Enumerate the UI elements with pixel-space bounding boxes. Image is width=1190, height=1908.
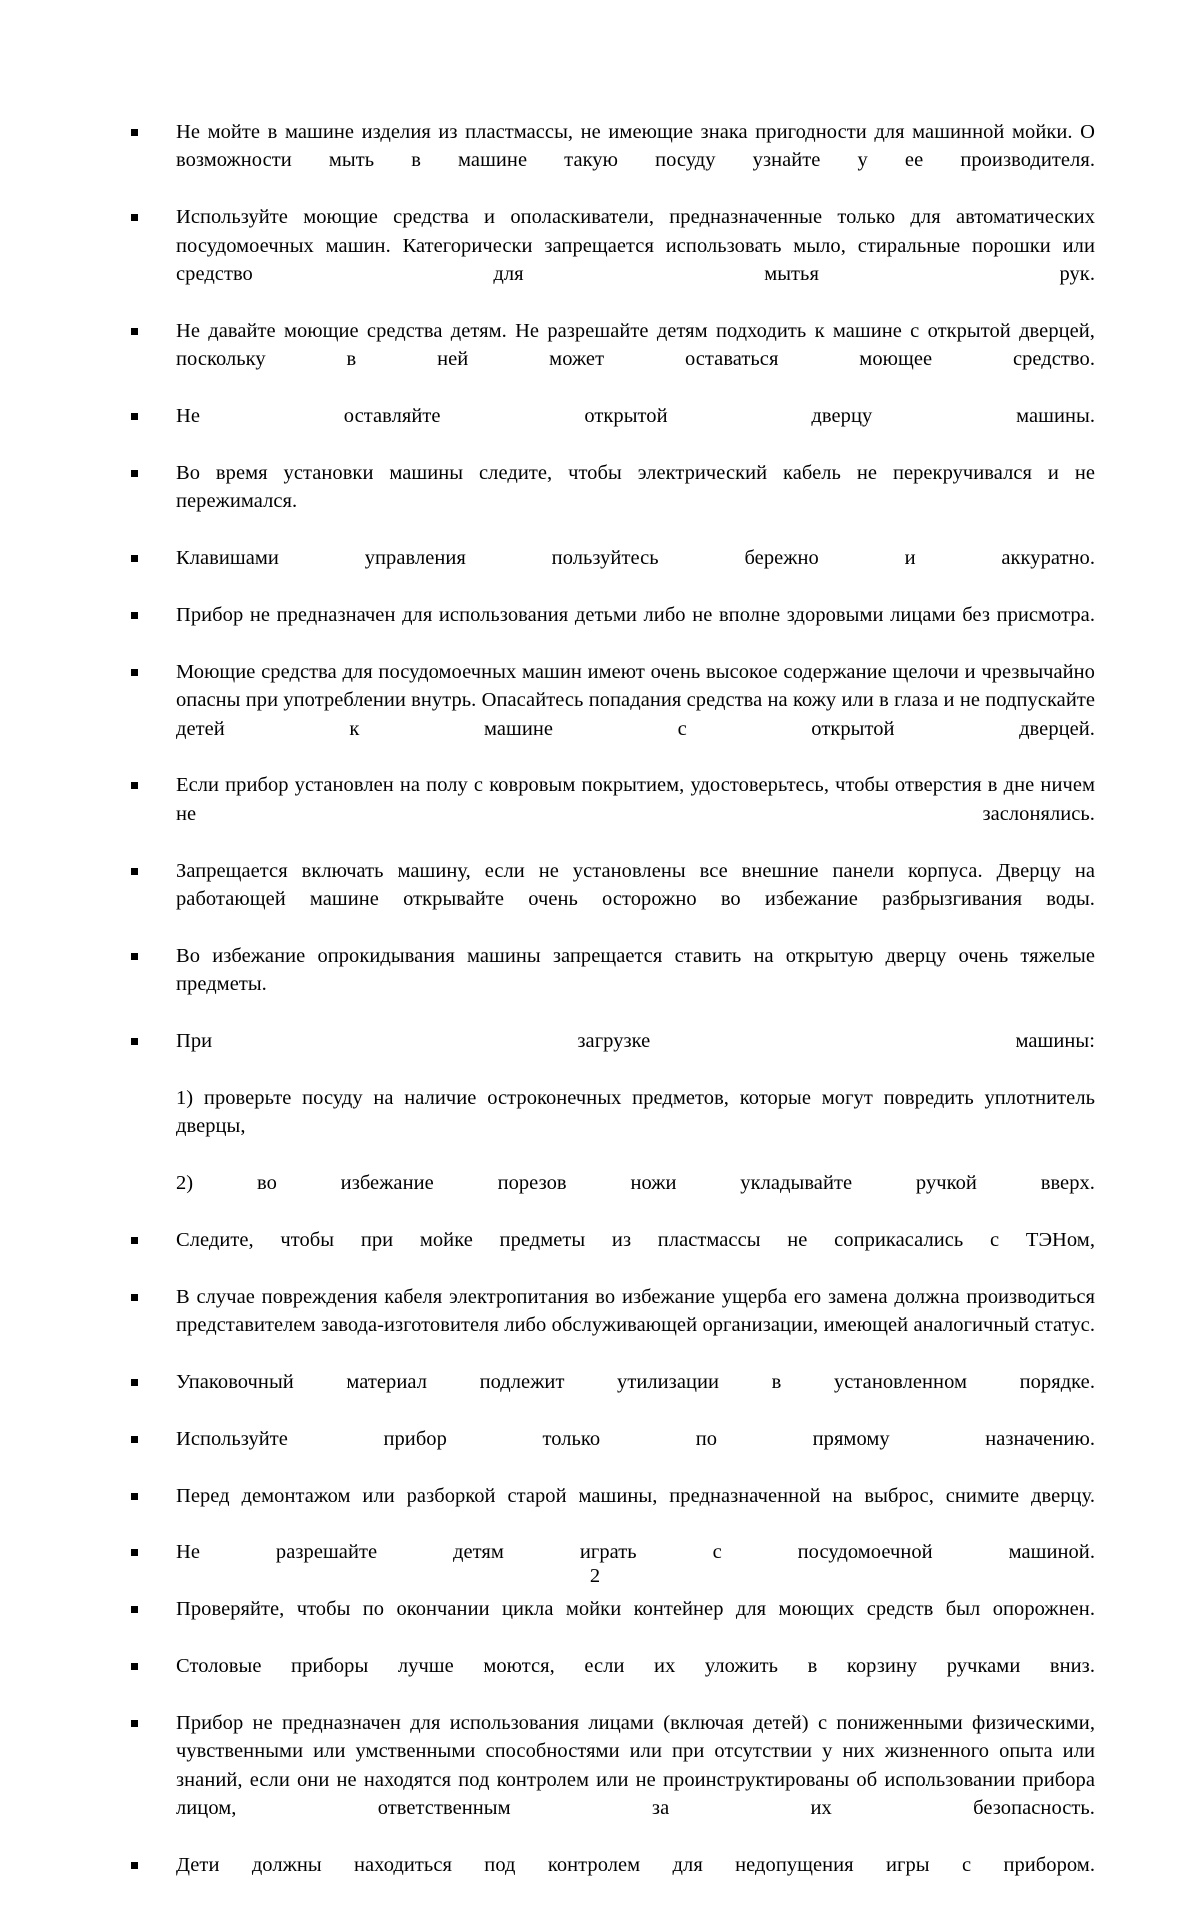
list-item (131, 857, 1095, 942)
list-item (131, 1851, 1095, 1908)
list-item-text: Дети должны находиться под контролем для недопущения игры с прибором. (176, 1853, 1095, 1876)
square-bullet-icon (131, 413, 138, 420)
square-bullet-icon (131, 1038, 138, 1045)
list-item-text: Столовые приборы лучше моются, если их уложить в корзину ручками вниз. (176, 1654, 1095, 1677)
list-item (131, 1368, 1095, 1425)
list-item-text: Прибор не предназначен для использования лицами (включая детей) с пониженными физическими, чувственными или умственными способностями или при отсутствии у них жизненного опыта или знаний, если они не находятся под контролем или не проинструктированы об использовании прибора лицом, ответственным за их безопасность. (176, 1711, 1095, 1819)
square-bullet-icon (131, 868, 138, 875)
list-item-subline: 2) во избежание порезов ножи укладывайте ручкой вверх. (176, 1172, 1095, 1195)
bullet-list (131, 118, 1095, 1908)
square-bullet-icon (131, 1606, 138, 1613)
list-item-text: В случае повреждения кабеля электропитания во избежание ущерба его замена должна производиться представителем завода-изготовителя либо обслуживающей организации, имеющей аналогичный статус. (176, 1285, 1095, 1337)
square-bullet-icon (131, 1294, 138, 1301)
list-item-text: Используйте прибор только по прямому назначению. (176, 1427, 1095, 1450)
list-item (131, 1425, 1095, 1482)
square-bullet-icon (131, 669, 138, 676)
square-bullet-icon (131, 612, 138, 619)
list-item (131, 658, 1095, 772)
square-bullet-icon (131, 1379, 138, 1386)
list-item (131, 118, 1095, 203)
list-item (131, 203, 1095, 317)
list-item-text: Моющие средства для посудомоечных машин имеют очень высокое содержание щелочи и чрезвычайно опасны при употреблении внутрь. Опасайтесь попадания средства на кожу или в глаза и не подпускайте детей к машине с открытой дверцей. (176, 660, 1095, 740)
list-item (131, 1283, 1095, 1368)
square-bullet-icon (131, 1436, 138, 1443)
list-item (131, 1027, 1095, 1226)
square-bullet-icon (131, 129, 138, 136)
square-bullet-icon (131, 470, 138, 477)
list-item-text: При загрузке машины: (176, 1030, 1095, 1052)
list-item-text: Если прибор установлен на полу с ковровым покрытием, удостоверьтесь, чтобы отверстия в дне ничем не заслонялись. (176, 774, 1095, 825)
square-bullet-icon (131, 1493, 138, 1500)
list-item (131, 459, 1095, 544)
list-item (131, 1226, 1095, 1283)
list-item-text: Не давайте моющие средства детям. Не разрешайте детям подходить к машине с открытой дверцей, поскольку в ней может оставаться моющее средство. (176, 319, 1095, 371)
list-item-text: Упаковочный материал подлежит утилизации в установленном порядке. (176, 1370, 1095, 1393)
list-item-text: Во время установки машины следите, чтобы электрический кабель не перекручивался и не пережимался. (176, 461, 1095, 513)
square-bullet-icon (131, 782, 138, 789)
square-bullet-icon (131, 1237, 138, 1244)
list-item-text: Запрещается включать машину, если не установлены все внешние панели корпуса. Дверцу на работающей машине открывайте очень осторожно во избежание разбрызгивания воды. (176, 859, 1095, 910)
list-item (131, 1595, 1095, 1652)
square-bullet-icon (131, 1549, 138, 1556)
square-bullet-icon (131, 328, 138, 335)
square-bullet-icon (131, 555, 138, 562)
square-bullet-icon (131, 953, 138, 960)
list-item (131, 1709, 1095, 1851)
list-item (131, 544, 1095, 601)
list-item-text: Не оставляйте открытой дверцу машины. (176, 405, 1095, 428)
page-number: 2 (589, 1565, 601, 1587)
list-item (131, 771, 1095, 856)
list-item-text: Во избежание опрокидывания машины запрещается ставить на открытую дверцу очень тяжелые предметы. (176, 944, 1095, 996)
square-bullet-icon (131, 1862, 138, 1869)
list-item-text: Прибор не предназначен для использования детьми либо не вполне здоровыми лицами без присмотра. (176, 603, 1095, 626)
list-item-text: Клавишами управления пользуйтесь бережно и аккуратно. (176, 547, 1095, 570)
list-item (131, 1652, 1095, 1709)
list-item-text: Не мойте в машине изделия из пластмассы, не имеющие знака пригодности для машинной мойки. О возможности мыть в машине такую посуду узнайте у ее производителя. (176, 121, 1095, 172)
list-item-subline: 1) проверьте посуду на наличие остроконечных предметов, которые могут повредить уплотнитель дверцы, (176, 1086, 1095, 1138)
list-item (131, 402, 1095, 459)
list-item-text: Перед демонтажом или разборкой старой машины, предназначенной на выброс, снимите дверцу. (176, 1484, 1095, 1507)
list-item-text: Используйте моющие средства и ополаскиватели, предназначенные только для автоматических посудомоечных машин. Категорически запрещается использовать мыло, стиральные порошки или средство для мытья рук. (176, 206, 1095, 286)
list-item-text: Проверяйте, чтобы по окончании цикла мойки контейнер для моющих средств был опорожнен. (176, 1598, 1095, 1621)
square-bullet-icon (131, 1720, 138, 1727)
square-bullet-icon (131, 1663, 138, 1670)
list-item (131, 942, 1095, 1027)
list-item-text: Следите, чтобы при мойке предметы из пластмассы не соприкасались с ТЭНом, (176, 1228, 1095, 1251)
safety-instructions-list (131, 118, 1095, 1908)
list-item (131, 317, 1095, 402)
list-item (131, 601, 1095, 658)
square-bullet-icon (131, 214, 138, 221)
list-item-text: Не разрешайте детям играть с посудомоечной машиной. (176, 1541, 1095, 1564)
list-item (131, 1482, 1095, 1539)
